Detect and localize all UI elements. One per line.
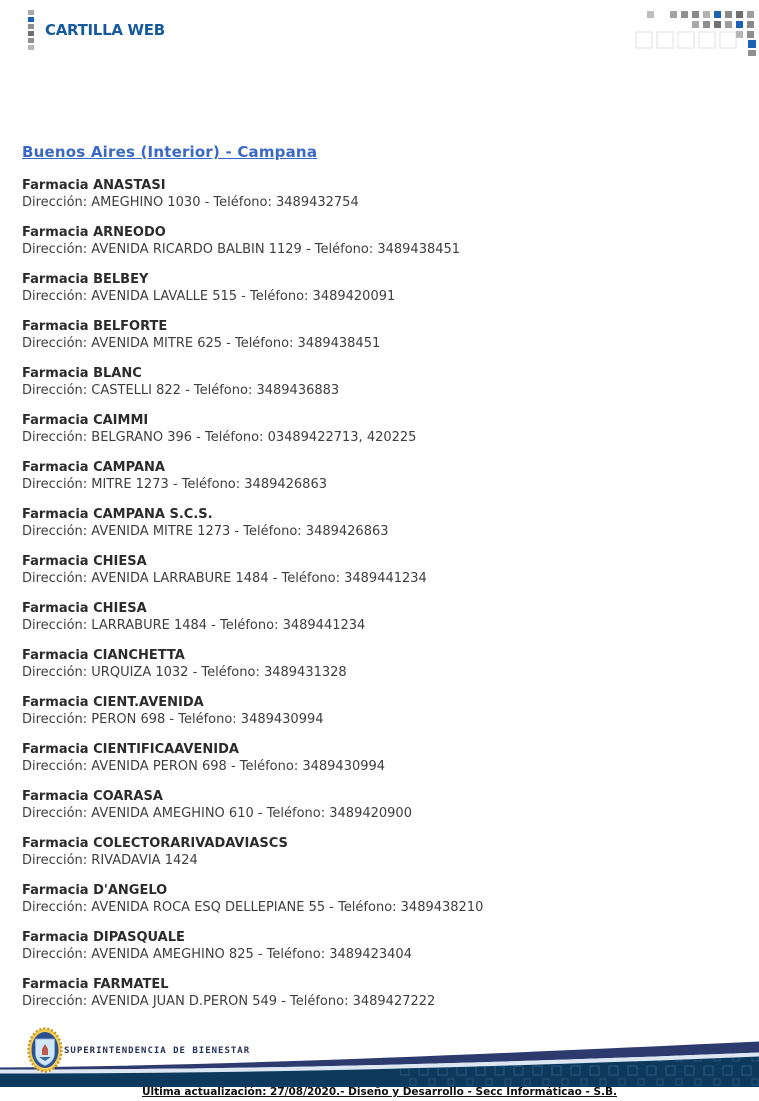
org-name: SUPERINTENDENCIA DE BIENESTAR <box>64 1046 251 1056</box>
list-item <box>22 601 737 634</box>
pharmacy-name: Farmacia CIANCHETTA <box>22 648 185 663</box>
pharmacy-name: Farmacia CIENTIFICAAVENIDA <box>22 742 239 757</box>
list-item <box>22 883 737 916</box>
pharmacy-name: Farmacia COARASA <box>22 789 163 804</box>
page-header <box>0 0 759 60</box>
pharmacy-detail: Dirección: AVENIDA AMEGHINO 825 - Teléfono: 3489423404 <box>22 946 412 962</box>
list-item <box>22 507 737 540</box>
pharmacy-detail: Dirección: MITRE 1273 - Teléfono: 3489426863 <box>22 476 327 492</box>
pharmacy-detail: Dirección: BELGRANO 396 - Teléfono: 03489422713, 420225 <box>22 429 417 445</box>
brand-title: CARTILLA WEB <box>45 21 165 39</box>
pharmacy-detail: Dirección: AVENIDA MITRE 1273 - Teléfono: 3489426863 <box>22 523 389 539</box>
pharmacy-name: Farmacia ARNEODO <box>22 225 166 240</box>
pharmacy-detail: Dirección: AVENIDA AMEGHINO 610 - Teléfono: 3489420900 <box>22 805 412 821</box>
list-item <box>22 178 737 211</box>
list-item <box>22 225 737 258</box>
pharmacy-detail: Dirección: PERON 698 - Teléfono: 3489430994 <box>22 711 324 727</box>
list-item <box>22 930 737 963</box>
list-item <box>22 977 737 1010</box>
list-item <box>22 366 737 399</box>
list-item <box>22 695 737 728</box>
pharmacy-detail: Dirección: AVENIDA ROCA ESQ DELLEPIANE 55 - Teléfono: 3489438210 <box>22 899 484 915</box>
list-item <box>22 836 737 869</box>
pharmacy-detail: Dirección: AVENIDA LARRABURE 1484 - Teléfono: 3489441234 <box>22 570 427 586</box>
list-item <box>22 319 737 352</box>
brand-squares-icon <box>28 10 34 50</box>
pharmacy-detail: Dirección: AVENIDA JUAN D.PERON 549 - Teléfono: 3489427222 <box>22 993 436 1009</box>
pharmacy-name: Farmacia FARMATEL <box>22 977 169 992</box>
pharmacy-detail: Dirección: AVENIDA MITRE 625 - Teléfono: 3489438451 <box>22 335 381 351</box>
list-item <box>22 742 737 775</box>
list-item <box>22 554 737 587</box>
pharmacy-name: Farmacia DIPASQUALE <box>22 930 185 945</box>
page-footer <box>0 1020 759 1101</box>
pharmacy-name: Farmacia BLANC <box>22 366 142 381</box>
pharmacy-name: Farmacia CHIESA <box>22 601 147 616</box>
pharmacy-detail: Dirección: AVENIDA RICARDO BALBIN 1129 - Teléfono: 3489438451 <box>22 241 461 257</box>
pharmacy-name: Farmacia D'ANGELO <box>22 883 168 898</box>
pharmacy-detail: Dirección: AMEGHINO 1030 - Teléfono: 3489432754 <box>22 194 359 210</box>
footer-note: Última actualización: 27/08/2020.- Diseño y Desarrollo - Secc Informáticao - S.B. <box>141 1086 618 1098</box>
pharmacy-name: Farmacia CAMPANA <box>22 460 165 475</box>
pharmacy-name: Farmacia COLECTORARIVADAVIASCS <box>22 836 288 851</box>
pharmacy-detail: Dirección: LARRABURE 1484 - Teléfono: 3489441234 <box>22 617 366 633</box>
list-item <box>22 648 737 681</box>
header-squares-decoration-icon <box>635 8 759 56</box>
pharmacy-list <box>22 178 737 1010</box>
pharmacy-detail: Dirección: CASTELLI 822 - Teléfono: 3489436883 <box>22 382 340 398</box>
pharmacy-name: Farmacia CHIESA <box>22 554 147 569</box>
pharmacy-name: Farmacia ANASTASI <box>22 178 166 193</box>
pharmacy-detail: Dirección: AVENIDA LAVALLE 515 - Teléfono: 3489420091 <box>22 288 396 304</box>
list-item <box>22 460 737 493</box>
pharmacy-name: Farmacia CIENT.AVENIDA <box>22 695 204 710</box>
org-seal-icon <box>27 1027 63 1073</box>
page-title[interactable]: Buenos Aires (Interior) - Campana <box>22 143 318 161</box>
list-item <box>22 272 737 305</box>
list-item <box>22 789 737 822</box>
pharmacy-name: Farmacia CAMPANA S.C.S. <box>22 507 213 522</box>
pharmacy-detail: Dirección: RIVADAVIA 1424 <box>22 852 198 868</box>
pharmacy-detail: Dirección: URQUIZA 1032 - Teléfono: 3489431328 <box>22 664 347 680</box>
brand-logo <box>28 10 165 50</box>
pharmacy-name: Farmacia CAIMMI <box>22 413 149 428</box>
pharmacy-name: Farmacia BELFORTE <box>22 319 168 334</box>
list-item <box>22 413 737 446</box>
content-area <box>22 143 737 1024</box>
pharmacy-detail: Dirección: AVENIDA PERON 698 - Teléfono: 3489430994 <box>22 758 386 774</box>
pharmacy-name: Farmacia BELBEY <box>22 272 149 287</box>
